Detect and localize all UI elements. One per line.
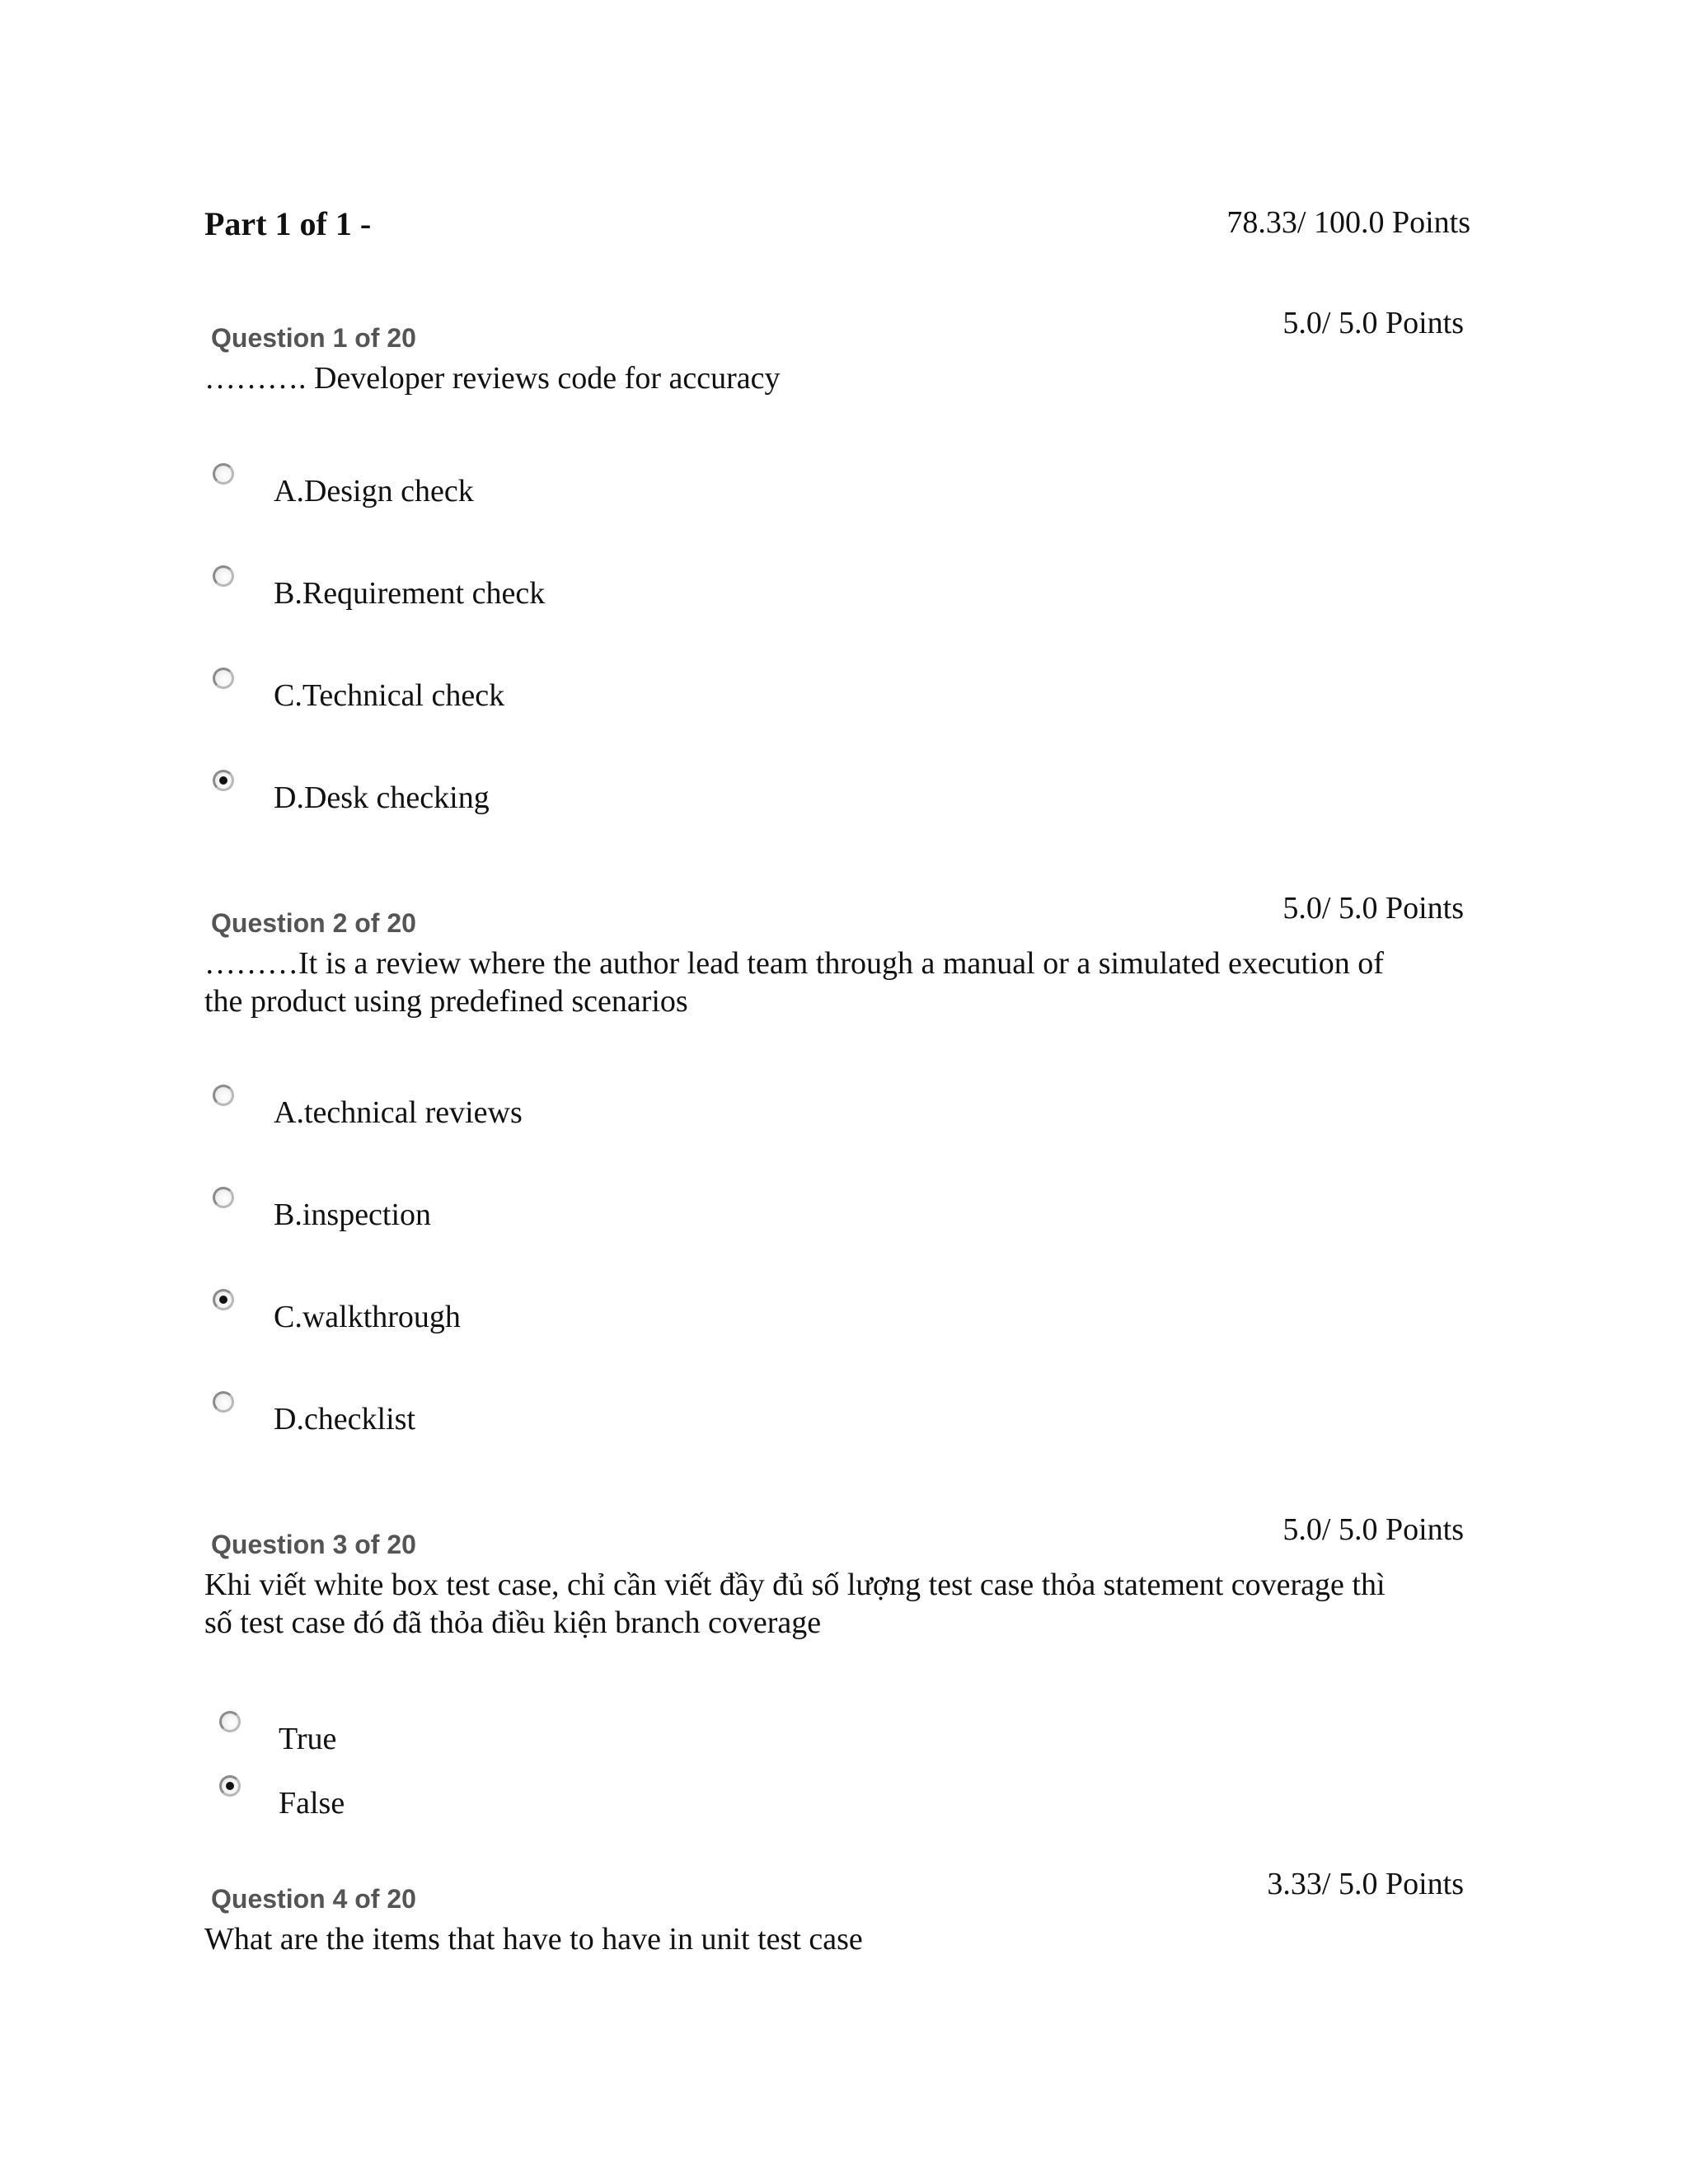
question-1-option-c-radio[interactable]	[213, 668, 234, 689]
question-1-option-b-radio[interactable]	[213, 565, 234, 587]
question-4-label: Question 4 of 20	[211, 1884, 416, 1914]
question-3-option-true-label[interactable]: True	[279, 1722, 337, 1756]
question-2-option-d-label[interactable]: D.checklist	[274, 1402, 416, 1436]
question-1-points: 5.0/ 5.0 Points	[1282, 306, 1464, 340]
question-1-option-b-label[interactable]: B.Requirement check	[274, 576, 546, 611]
question-3-option-false-radio[interactable]	[219, 1775, 241, 1797]
question-2-text-line-1: ………It is a review where the author lead team through a manual or a simulated execution of	[204, 946, 1384, 981]
total-points: 78.33/ 100.0 Points	[1226, 205, 1470, 240]
part-title: Part 1 of 1 -	[204, 205, 372, 242]
question-2-option-b-radio[interactable]	[213, 1187, 234, 1208]
question-1-option-a-radio[interactable]	[213, 463, 234, 485]
question-2-option-c-radio[interactable]	[213, 1289, 234, 1310]
question-3-points: 5.0/ 5.0 Points	[1282, 1512, 1464, 1547]
question-3-label: Question 3 of 20	[211, 1530, 416, 1559]
question-2-label: Question 2 of 20	[211, 908, 416, 938]
question-1-option-d-radio[interactable]	[213, 770, 234, 791]
question-2-points: 5.0/ 5.0 Points	[1282, 891, 1464, 926]
question-1-text: ………. Developer reviews code for accuracy	[204, 361, 781, 396]
question-2-option-a-label[interactable]: A.technical reviews	[274, 1095, 523, 1130]
question-2-option-c-label[interactable]: C.walkthrough	[274, 1300, 461, 1334]
question-1-option-c-label[interactable]: C.Technical check	[274, 678, 505, 713]
question-2-text-line-2: the product using predefined scenarios	[204, 984, 688, 1019]
question-3-text-line-1: Khi viết white box test case, chỉ cần viết đầy đủ số lượng test case thỏa statement coverage thì	[204, 1568, 1386, 1602]
question-2-option-a-radio[interactable]	[213, 1085, 234, 1106]
question-1-label: Question 1 of 20	[211, 323, 416, 353]
question-1-option-a-label[interactable]: A.Design check	[274, 474, 474, 509]
question-3-option-true-radio[interactable]	[219, 1711, 241, 1732]
question-4-text: What are the items that have to have in unit test case	[204, 1922, 863, 1957]
question-2-option-b-label[interactable]: B.inspection	[274, 1197, 432, 1232]
question-4-points: 3.33/ 5.0 Points	[1267, 1867, 1464, 1901]
question-1-option-d-label[interactable]: D.Desk checking	[274, 780, 490, 815]
question-3-option-false-label[interactable]: False	[279, 1786, 345, 1821]
question-2-option-d-radio[interactable]	[213, 1391, 234, 1413]
question-3-text-line-2: số test case đó đã thỏa điều kiện branch coverage	[204, 1605, 822, 1640]
